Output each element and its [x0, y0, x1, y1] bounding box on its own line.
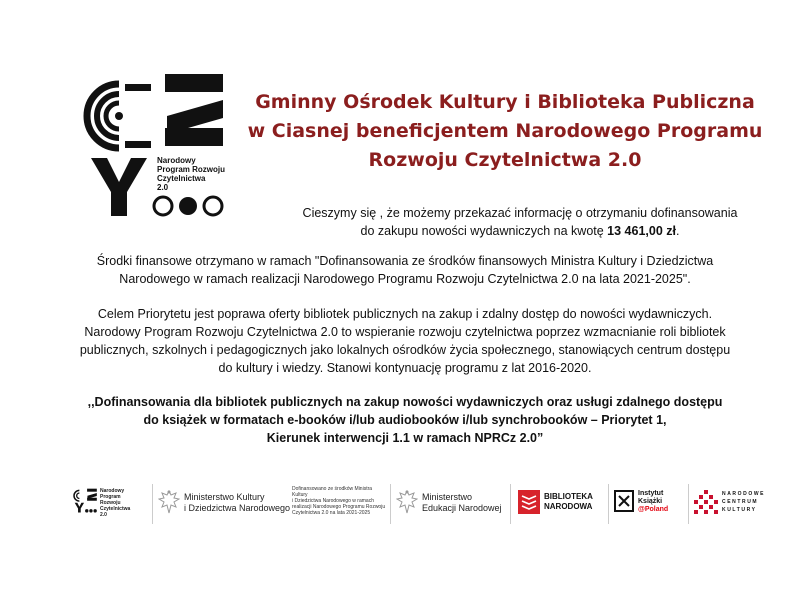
nck-grid-icon — [694, 490, 718, 514]
funding-note-line: i Dziedzictwa Narodowego w ramach — [292, 498, 374, 504]
men-text-line: Edukacji Narodowej — [422, 503, 502, 513]
logo-text-line: Czytelnictwa — [157, 174, 206, 183]
men-text-line: Ministerstwo — [422, 492, 473, 502]
circle-filled-icon — [179, 197, 197, 215]
paragraph-line: Narodowy Program Rozwoju Czytelnictwa 2.0 to wspieranie rozwoju czytelnictwa poprzez wzmacnianie roli bibliotek — [84, 325, 726, 339]
nprcz-text-line: Program — [100, 494, 121, 500]
nck-text-line: KULTURY — [722, 507, 757, 513]
nprcz-text-line: Rozwoju — [100, 500, 121, 506]
paragraph-priority-goal — [55, 305, 755, 377]
footer-divider — [510, 484, 511, 524]
logo-text-line: Narodowy — [157, 156, 196, 165]
nprcz-text-line: Czytelnictwa — [100, 506, 131, 512]
mkidn-text-line: i Dziedzictwa Narodowego — [184, 503, 291, 513]
paragraph-line: Narodowego w ramach realizacji Narodowego Programu Rozwoju Czytelnictwa 2.0 na lata 2021-2025". — [119, 272, 691, 286]
title-line: Rozwoju Czytelnictwa 2.0 — [368, 149, 642, 171]
funding-note-line: Czytelnictwa 2.0 na lata 2021-2025 — [292, 510, 371, 516]
footer-nprcz-logo — [72, 486, 152, 526]
funding-amount: 13 461,00 zł — [607, 224, 676, 238]
intro-line: Cieszymy się , że możemy przekazać informację o otrzymaniu dofinansowania — [302, 206, 738, 220]
nprcz-logo — [75, 70, 230, 225]
circle-outline-icon — [204, 197, 222, 215]
footer-divider — [390, 484, 391, 524]
footer-ik-logo — [614, 486, 686, 522]
paragraph-line: Celem Priorytetu jest poprawa oferty bibliotek publicznych na zakup i zdalny dostęp do nowości wydawniczych. — [97, 307, 713, 321]
bn-text-line: BIBLIOTEKA — [544, 492, 593, 501]
intro-suffix: . — [675, 224, 680, 238]
z-shape-icon — [165, 74, 223, 146]
eagle-emblem-icon — [158, 488, 180, 516]
intro-line — [270, 222, 770, 240]
paragraph-line: do kultury i wiedzy. Stanowi kontynuację programu z lat 2016-2020. — [218, 361, 592, 375]
intro-text — [270, 204, 770, 240]
logo-text-line: Program Rozwoju — [157, 165, 226, 174]
ik-bracket-icon — [614, 490, 634, 512]
funding-note-line: Dofinansowano ze środków Ministra Kultury — [292, 486, 373, 498]
footer-divider — [152, 484, 153, 524]
footer-nck-logo — [694, 486, 774, 522]
footer-divider — [608, 484, 609, 524]
c-arcs-icon — [87, 84, 119, 148]
circle-outline-icon — [154, 197, 172, 215]
footer-logos — [60, 478, 780, 526]
title-line: w Ciasnej beneficjentem Narodowego Programu — [247, 120, 763, 142]
title-line: Gminny Ośrodek Kultury i Biblioteka Publiczna — [255, 91, 755, 113]
mkidn-text-line: Ministerstwo Kultury — [184, 492, 265, 502]
nprcz-mini-icon — [72, 488, 98, 514]
paragraph-line: Środki finansowe otrzymano w ramach "Dofinansowania ze środków finansowych Ministra Kultury i Dziedzictwa — [96, 254, 714, 268]
priority-quote — [55, 393, 755, 447]
nprcz-text-line: Narodowy — [100, 488, 125, 494]
nck-text-line: CENTRUM — [722, 499, 759, 505]
eagle-emblem-icon — [396, 488, 418, 516]
page-title — [240, 88, 770, 175]
footer-bn-logo — [518, 486, 606, 522]
footer-divider — [688, 484, 689, 524]
logo-text-line: 2.0 — [157, 183, 169, 192]
quote-line: Kierunek interwencji 1.1 w ramach NPRCz 2.0” — [266, 431, 544, 445]
footer-mkidn-logo — [158, 486, 291, 522]
footer-men-logo — [396, 486, 506, 522]
intro-prefix: do zakupu nowości wydawniczych na kwotę — [360, 224, 608, 238]
ik-text-line: Instytut — [638, 490, 664, 497]
nck-text-line: NARODOWE — [722, 491, 766, 497]
paragraph-line: publicznych, szkolnych i pedagogicznych jako lokalnych ośrodków życia społecznego, stanowiących centrum dostępu — [79, 343, 731, 357]
nprcz-text-line: 2.0 — [100, 512, 107, 518]
bn-text-line: NARODOWA — [544, 502, 593, 511]
quote-line: do książek w formatach e-booków i/lub audiobooków i/lub synchrobooków – Priorytet 1, — [143, 413, 667, 427]
paragraph-funding-source — [55, 252, 755, 288]
ik-text-line: Książki — [638, 498, 663, 505]
y-shape-icon — [91, 158, 147, 216]
ik-text-line: @Poland — [638, 506, 669, 513]
funding-note — [292, 486, 387, 516]
quote-line: ,,Dofinansowania dla bibliotek publicznych na zakup nowości wydawniczych oraz usługi zdalnego dostępu — [87, 395, 723, 409]
bn-book-icon — [518, 490, 540, 514]
funding-note-line: realizacji Narodowego Programu Rozwoju — [292, 504, 386, 510]
c-dot-icon — [115, 112, 123, 120]
